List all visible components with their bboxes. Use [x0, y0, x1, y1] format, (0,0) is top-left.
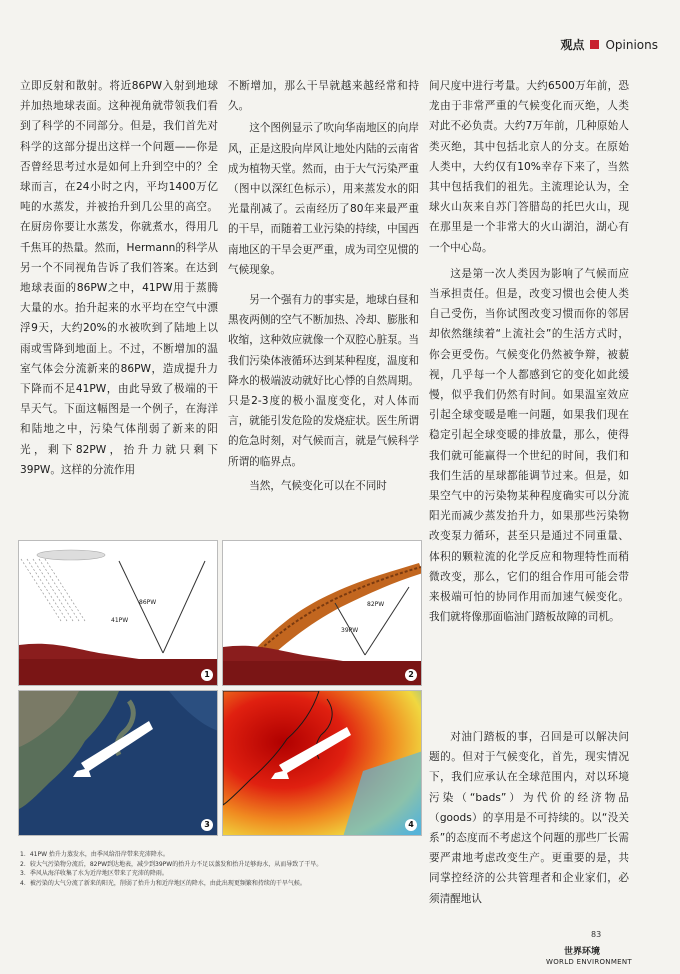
section-title-en: Opinions: [605, 37, 658, 52]
magazine-logo-cn: 世界环境: [564, 947, 601, 957]
paragraph: 对油门踏板的事，召回是可以解决问题的。但对于气候变化，首先，现实情况下，我们应承认在全球范围内，对以环境污染（“bads”）为代价的经济物品（goods）的享用是不可持续的。以“没关系”的态度而不考虑这个问题的那些厂长需要严肃地考虑改变生产。更重要的是，共同掌控经济的公共管理者和企业家们，必须清醒地认: [429, 731, 629, 905]
panel-number: 4: [405, 819, 417, 831]
article-column-3-continued: [429, 727, 629, 909]
illustration-figure: [18, 540, 422, 836]
page-number: 83: [591, 930, 602, 939]
paragraph: 立即反射和散射。将近86PW入射到地球并加热地球表面。这种视角就带领我们看到了科学的不同部分。但是，我们首先对科学的这部分提出这样一个问题——你是否曾经思考过水是如何上升到空中的？全球而言，在24小时之内，平均1400万亿吨的水蒸发，并被抬升到几公里的高空。在厨房你要让水蒸发，你就煮水，得用几千焦耳的热量。然而，Hermann的科学从另一个不同视角告诉了我们答案。在达到地球表面的86PW之中，41PW用于蒸腾大量的水。抬升起来的水平均在空气中漂浮9天，大约20%的水被吹到了陆地上以雨或雪降到地面上。不过，不断增加的温室气体会分流新来的86PW，造成提升力下降而不足41PW，由此导致了极端的干旱天气。下面这幅图是一个例子，在海洋和陆地之中，污染气体削弱了新来的阳光，剩下82PW，抬升力就只剩下39PW。这样的分流作用: [20, 80, 218, 476]
panel-number: 2: [405, 669, 417, 681]
article-column-3: [429, 76, 629, 627]
label-82pw: 82PW: [367, 601, 385, 608]
caption-line: 3．季风从海洋收集了水为近岸地区带来了充沛的降雨。: [20, 870, 168, 877]
paragraph: 不断增加，那么干旱就越来越经常和持久。: [228, 80, 419, 113]
section-title-cn: 观点: [560, 38, 585, 52]
caption-line: 4．被污染的大气分流了新来的阳光，削弱了抬升力和近岸地区的降水，由此出现更频繁和持续的干旱气候。: [20, 879, 306, 887]
section-header: [560, 36, 658, 53]
magazine-logo-en: WORLD ENVIRONMENT: [546, 958, 633, 966]
panel-number: 3: [201, 819, 213, 831]
paragraph: 另一个强有力的事实是，地球白昼和黑夜两侧的空气不断加热、冷却、膨胀和收缩，这种效应就像一个双腔心脏泵。当我们污染体液循环达到某种程度，温度和降水的极端波动就好比心悸的自然周期。只是2-3度的极小温度变化，对人体而言，就能引发危险的发烧症状。医生所谓的危急时刻，对气候而言，就是气候科学所谓的临界点。: [228, 294, 419, 468]
panel-number: 1: [201, 669, 213, 681]
figure-panel-1: [18, 540, 218, 686]
label-41pw: 41PW: [111, 617, 129, 624]
figure-panel-2: [222, 540, 422, 686]
caption-line: 2．较大气污染物分流后，82PW到达地表，减少到39PW的抬升力不足以蒸发和抬升足够海水，从而导致了干旱。: [20, 860, 323, 868]
section-marker: [590, 40, 599, 49]
figure-panel-3: [18, 690, 218, 836]
label-39pw: 39PW: [341, 627, 359, 634]
label-86pw: 86PW: [139, 599, 157, 606]
caption-line: 1．41PW 抬升力蒸发水，由季风给沿岸带来充沛降水。: [20, 851, 169, 858]
paragraph: 这是第一次人类因为影响了气候而应当承担责任。但是，改变习惯也会使人类自己受伤，当你试图改变习惯而你的邻居却依然继续着“上流社会”的生活方式时，你会更受伤。气候变化仍然被争辩，被藐视，几乎每一个人都感到它的变化如此缓慢，似乎我们仍然有时间。如果温室效应引起全球变暖是唯一问题，如果我们现在稳定引起全球变暖的排放量，那么，使得我们就可能赢得一个世纪的时间，我们和我们生活的星球都能调节过来。但是，如果空气中的污染物某种程度确实可以分流阳光而减少蒸发抬升力，如果那些污染物改变泵力循环，甚至只是通过不同重量、体积的颗粒流的化学反应和物理特性而稍微改变，那么，它们的组合作用可能会带来极端可怕的协同作用而加速气候变化。我们就将像那面临油门踏板故障的司机。: [429, 267, 629, 624]
paragraph: 这个图例显示了吹向华南地区的向岸风，正是这股向岸风让地处内陆的云南省成为植物天堂。然而，由于大气污染严重（图中以深红色标示），用来蒸发水的阳光量削减了。云南经历了80年来最严重的干旱，而随着工业污染的持续，中国西南地区的干旱会更严重，成为司空见惯的气候现象。: [228, 122, 419, 276]
figure-caption: [20, 850, 420, 888]
article-column-1: [20, 76, 218, 480]
paragraph: 当然，气候变化可以在不同时: [249, 479, 387, 492]
paragraph: 间尺度中进行考量。大约6500万年前，恐龙由于非常严重的气候变化而灭绝，人类对此不必负责。大约7万年前，几种原始人类灭绝，其中包括北京人的分支。在原始人类中，大约仅有10%幸存下来了，当然其中包括我们的祖先。主流理论认为，全球火山灰来自苏门答腊岛的托巴火山，现在那里是一个非常大的火山湖泊，湖心有一个中心岛。: [429, 80, 629, 254]
figure-panel-4: [222, 690, 422, 836]
article-column-2: [228, 76, 419, 496]
